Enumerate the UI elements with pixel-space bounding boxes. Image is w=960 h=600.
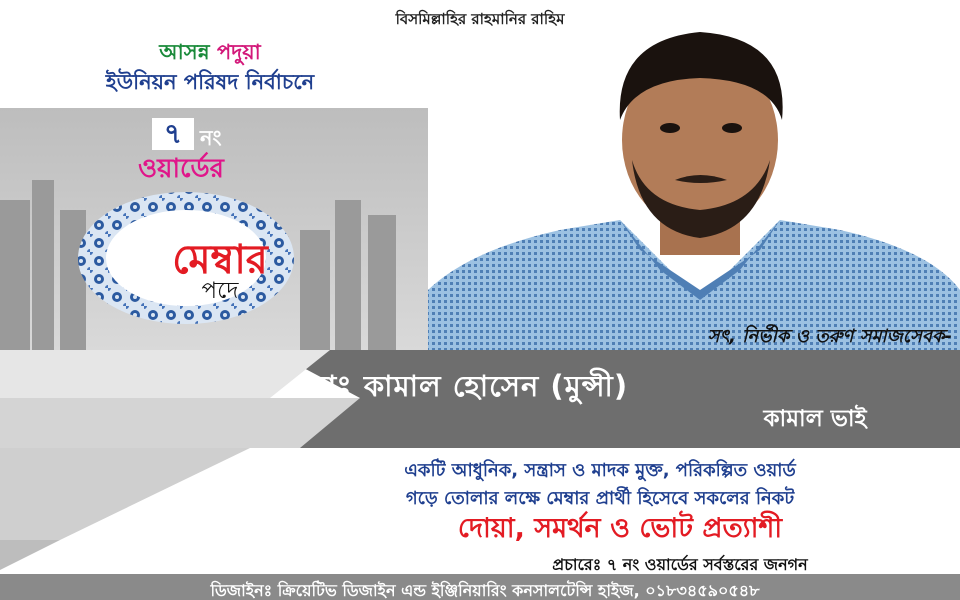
post-title: মেম্বার [172, 236, 268, 283]
vote-appeal: দোয়া, সমর্থন ও ভোট প্রত্যাশী [457, 513, 783, 544]
campaign-credit: প্রচারেঃ ৭ নং ওয়ার্ডের সর্বস্তরের জনগন [552, 555, 808, 574]
candidate-nickname: কামাল ভাই [763, 406, 867, 432]
candidate-photo [428, 12, 960, 350]
candidate-tagline: সৎ, নির্ভীক ও তরুণ সমাজসেবক- [707, 326, 952, 347]
ward-number-suffix: নং [200, 126, 222, 150]
designer-credit: ডিজাইনঃ ক্রিয়েটিভ ডিজাইন এন্ড ইঞ্জিনিয়ারিং কনসালটেন্সি হাইজ, ০১৮৩৪৫৯০৫৪৮ [210, 581, 760, 600]
message-line-1: একটি আধুনিক, সন্ত্রাস ও মাদক মুক্ত, পরিকল্পিত ওয়ার্ড [404, 460, 796, 481]
election-word-upcoming: আসন্ন [159, 40, 210, 64]
election-word-padua: পদুয়া [216, 40, 261, 64]
election-heading-line2: ইউনিয়ন পরিষদ নির্বাচনে [105, 70, 315, 94]
candidate-name: মোঃ কামাল হোসেন (মুন্সী) [300, 369, 629, 403]
bismillah-text: বিসমিল্লাহির রাহমানির রাহিম [395, 10, 565, 28]
post-subtitle: পদে [201, 278, 239, 304]
ward-label: ওয়ার্ডের [138, 154, 224, 184]
ward-number: ৭ [152, 118, 194, 150]
message-line-2: গড়ে তোলার লক্ষে মেম্বার প্রার্থী হিসেবে সকলের নিকট [405, 488, 795, 509]
